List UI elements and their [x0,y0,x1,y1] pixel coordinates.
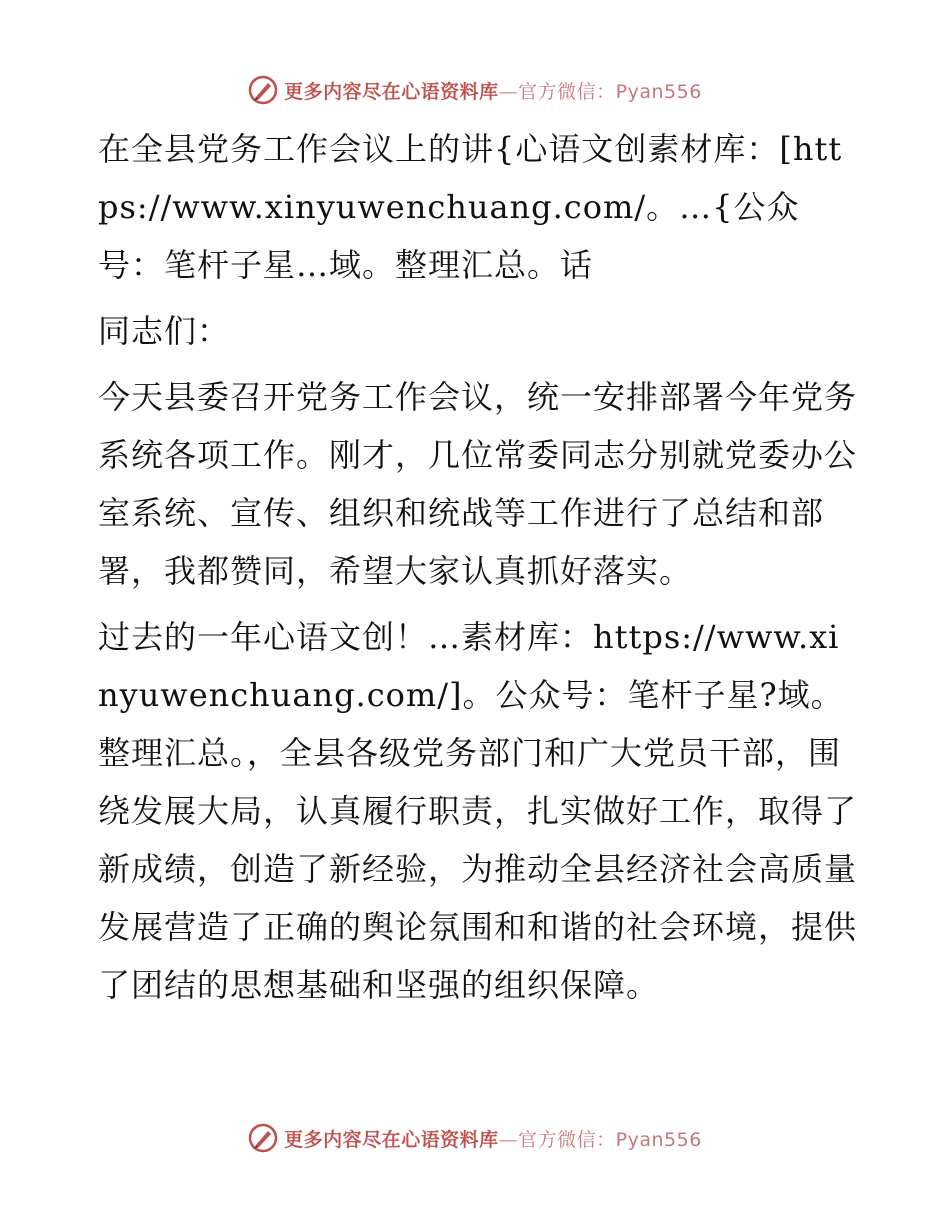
header-wechat-text: 官方微信：Pyan556 [518,80,702,103]
salutation-paragraph: 同志们： [98,312,231,350]
body-paragraph-1: 今天县委召开党务工作会议，统一安排部署今年党务系统各项工作。刚才，几位常委同志分别就党委办公室系统、宣传、组织和统战等工作进行了总结和部署，我都赞同，希望大家认真抓好落实。 [98,378,858,590]
footer-watermark-banner [0,1118,950,1158]
header-watermark-banner [0,70,950,110]
document-body [98,120,858,1014]
header-brand-text: 更多内容尽在心语资料库 [284,80,499,103]
footer-banner-dash: — [498,1128,519,1151]
header-banner-dash: — [498,80,519,103]
body-paragraph-2: 过去的一年心语文创！…素材库：https://www.xinyuwenchuang.com/]。公众号：笔杆子星?域。整理汇总。，全县各级党务部门和广大党员干部，围绕发展大局，认真履行职责，扎实做好工作，取得了新成绩，创造了新经验，为推动全县经济社会高质量发展营造了正确的舆论氛围和和谐的社会环境，提供了团结的思想基础和坚强的组织保障。 [98,618,858,1004]
pen-logo-icon [248,75,278,105]
footer-banner-text [284,1125,702,1152]
header-banner-text [284,77,702,104]
title-paragraph: 在全县党务工作会议上的讲{心语文创素材库：[https://www.xinyuwenchuang.com/。…{公众号：笔杆子星…域。整理汇总。话 [98,130,843,284]
pen-logo-icon [248,1123,278,1153]
footer-brand-text: 更多内容尽在心语资料库 [284,1128,499,1151]
footer-wechat-text: 官方微信：Pyan556 [518,1128,702,1151]
